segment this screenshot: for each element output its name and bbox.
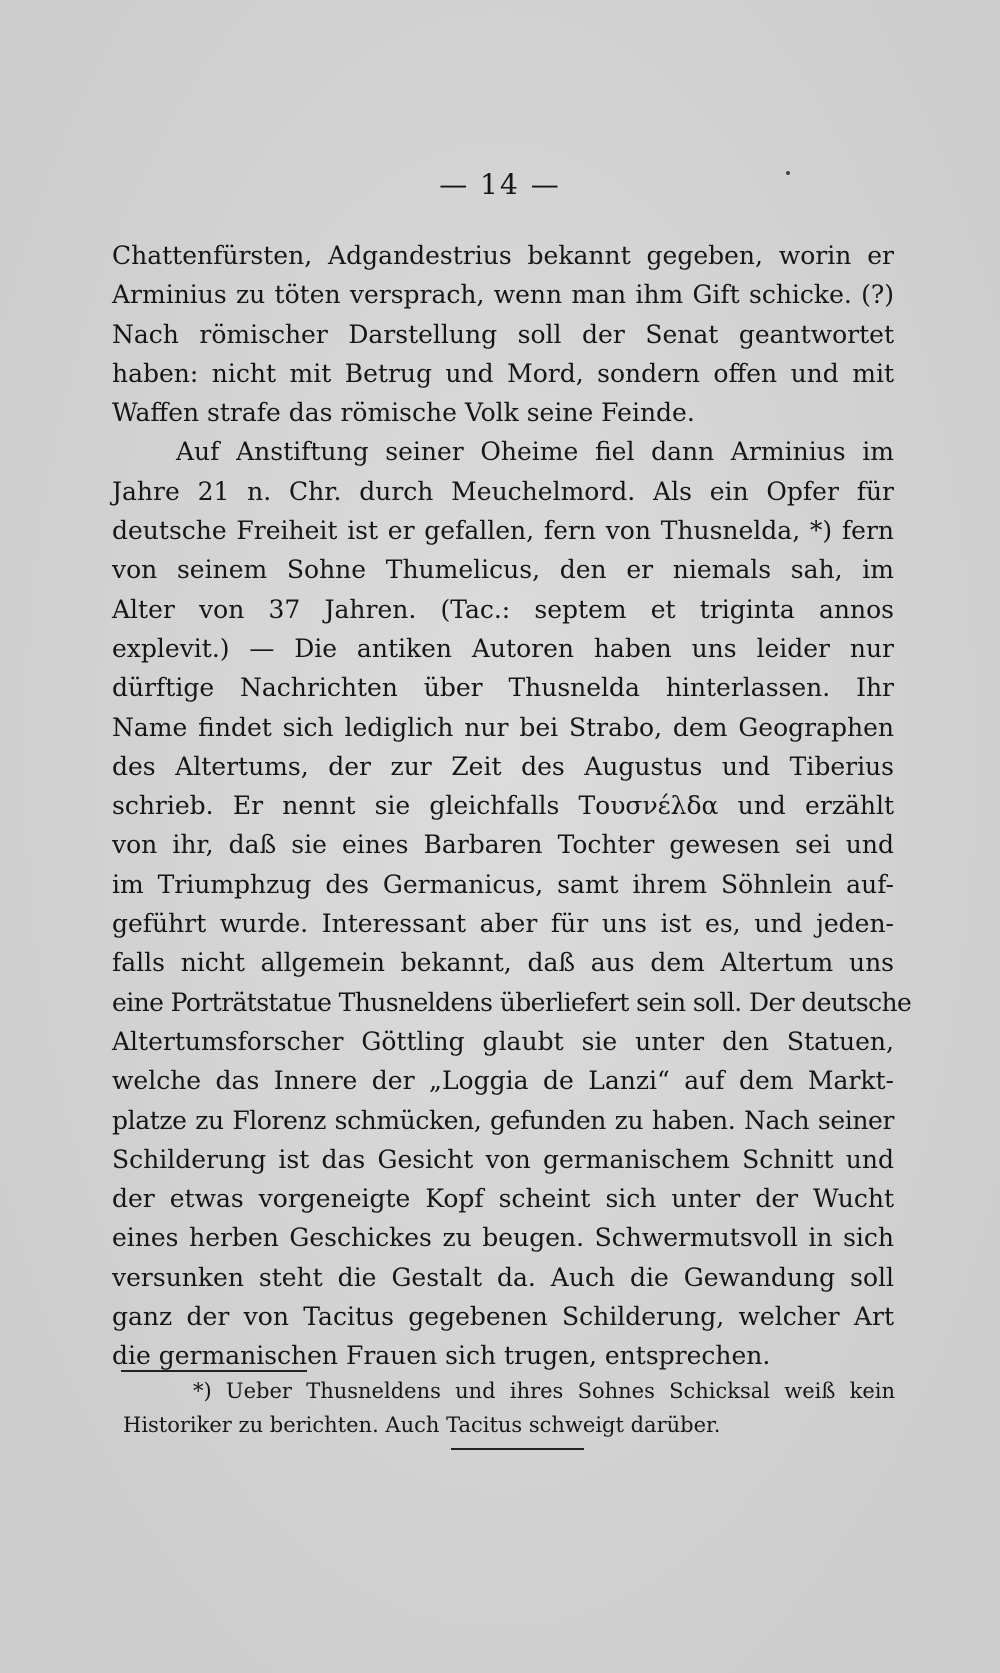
end-rule bbox=[451, 1448, 584, 1450]
text-line: Jahre 21 n. Chr. durch Meuchelmord. Als ein Opfer für bbox=[112, 476, 894, 506]
text-line: Waffen strafe das römische Volk seine Feinde. bbox=[112, 398, 695, 428]
footnote-divider bbox=[121, 1370, 307, 1372]
text-line: Schilderung ist das Gesicht von germanischem Schnitt und bbox=[112, 1144, 894, 1174]
text-line: welche das Innere der „Loggia de Lanzi“ auf dem Markt- bbox=[112, 1066, 894, 1096]
text-line: von seinem Sohne Thumelicus, den er niemals sah, im bbox=[112, 555, 894, 585]
text-line: eine Porträtstatue Thusneldens überliefert sein soll. Der deutsche bbox=[112, 987, 912, 1017]
text-line: Arminius zu töten versprach, wenn man ihm Gift schicke. (?) bbox=[112, 280, 894, 310]
text-line: Name findet sich lediglich nur bei Strabo, dem Geographen bbox=[112, 712, 894, 742]
text-line: haben: nicht mit Betrug und Mord, sondern offen und mit bbox=[112, 358, 894, 388]
text-line: Nach römischer Darstellung soll der Senat geantwortet bbox=[112, 319, 894, 349]
text-line: platze zu Florenz schmücken, gefunden zu haben. Nach seiner bbox=[112, 1105, 894, 1135]
text-line: Altertumsforscher Göttling glaubt sie unter den Statuen, bbox=[112, 1026, 894, 1056]
text-line: ganz der von Tacitus gegebenen Schilderung, welcher Art bbox=[112, 1302, 894, 1332]
text-line: von ihr, daß sie eines Barbaren Tochter gewesen sei und bbox=[112, 830, 894, 860]
text-line: Auf Anstiftung seiner Oheime fiel dann Arminius im bbox=[176, 437, 894, 467]
text-line: explevit.) — Die antiken Autoren haben uns leider nur bbox=[112, 633, 894, 663]
page-number: — 14 — bbox=[439, 168, 561, 201]
main-text bbox=[112, 236, 912, 1376]
text-line: die germanischen Frauen sich trugen, entsprechen. bbox=[112, 1341, 771, 1371]
text-line: der etwas vorgeneigte Kopf scheint sich unter der Wucht bbox=[112, 1184, 894, 1214]
text-line: falls nicht allgemein bekannt, daß aus dem Altertum uns bbox=[112, 948, 894, 978]
text-line: versunken steht die Gestalt da. Auch die Gewandung soll bbox=[112, 1262, 894, 1292]
footnote-line: Historiker zu berichten. Auch Tacitus schweigt darüber. bbox=[123, 1413, 721, 1437]
text-line: im Triumphzug des Germanicus, samt ihrem Söhnlein auf- bbox=[112, 869, 894, 899]
text-line: dürftige Nachrichten über Thusnelda hinterlassen. Ihr bbox=[112, 673, 894, 703]
footnote bbox=[123, 1374, 895, 1442]
text-line: des Altertums, der zur Zeit des Augustus und Tiberius bbox=[112, 751, 894, 781]
text-line: eines herben Geschickes zu beugen. Schwermutsvoll in sich bbox=[112, 1223, 894, 1253]
footnote-line: *) Ueber Thusneldens und ihres Sohnes Schicksal weiß kein bbox=[193, 1379, 895, 1403]
text-line: deutsche Freiheit ist er gefallen, fern von Thusnelda, *) fern bbox=[112, 516, 894, 546]
text-line: schrieb. Er nennt sie gleichfalls Τουσνέλδα und erzählt bbox=[112, 791, 894, 821]
text-line: Alter von 37 Jahren. (Tac.: septem et triginta annos bbox=[112, 594, 894, 624]
paper-speck bbox=[786, 171, 790, 175]
text-line: geführt wurde. Interessant aber für uns ist es, und jeden- bbox=[112, 909, 894, 939]
text-line: Chattenfürsten, Adgandestrius bekannt gegeben, worin er bbox=[112, 241, 894, 270]
